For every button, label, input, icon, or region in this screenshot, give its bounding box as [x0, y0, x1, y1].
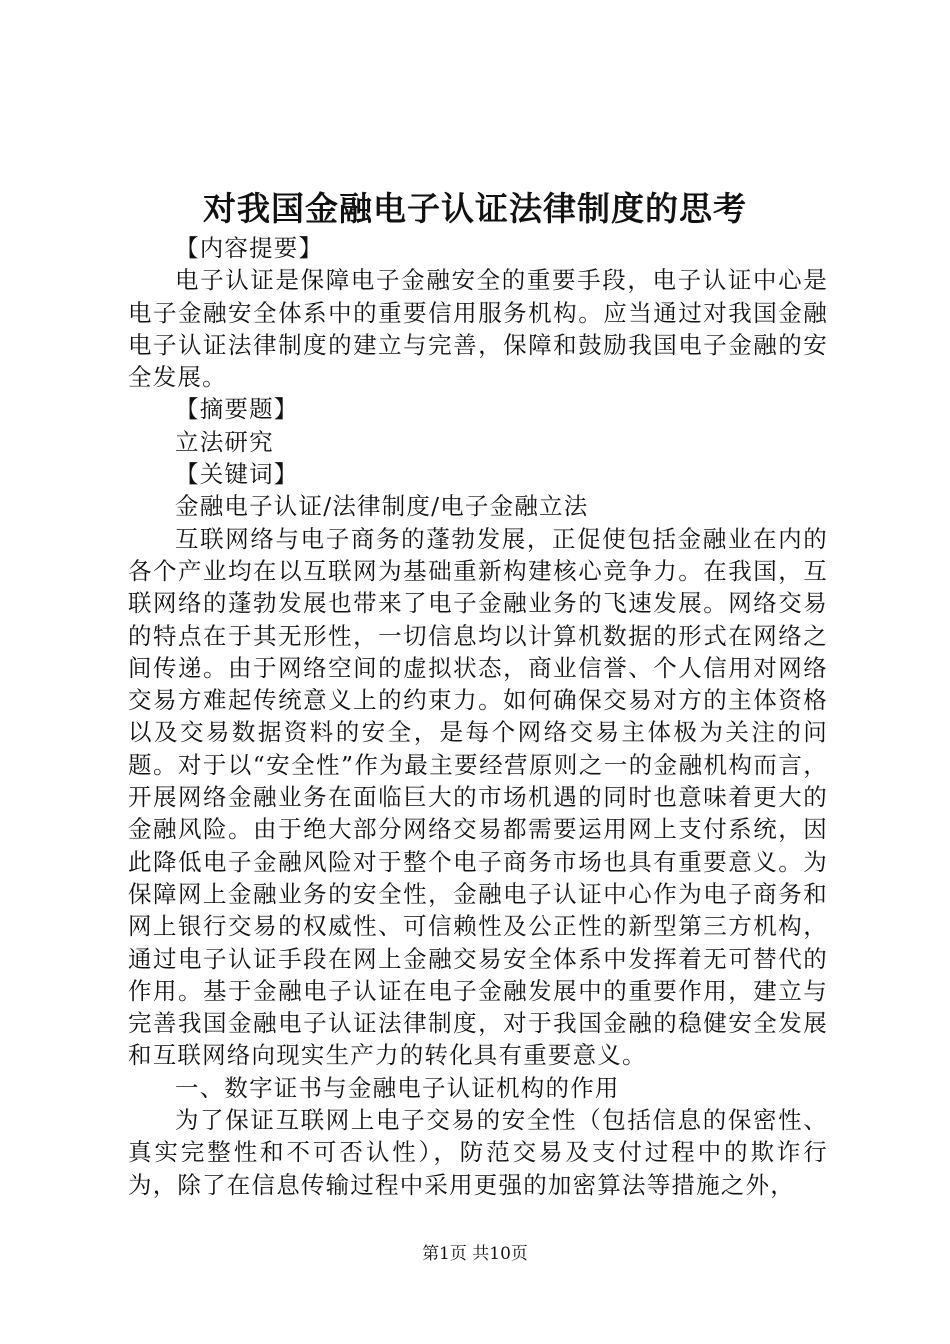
section-1-paragraph: 为了保证互联网上电子交易的安全性（包括信息的保密性、真实完整性和不可否认性），防范交易及支付过程中的欺诈行为，除了在信息传输过程中采用更强的加密算法等措施之外， [128, 1106, 828, 1199]
subject-text: 立法研究 [175, 427, 274, 456]
keywords-text: 金融电子认证/法律制度/电子金融立法 [175, 492, 589, 521]
abstract-text: 电子认证是保障电子金融安全的重要手段，电子认证中心是电子金融安全体系中的重要信用服务机构。应当通过对我国金融电子认证法律制度的建立与完善，保障和鼓励我国电子金融的安全发展。 [128, 266, 828, 392]
abstract-heading: 【内容提要】 [175, 234, 324, 262]
page-footer: 第1页 共10页 [422, 1244, 528, 1264]
subject-heading: 【摘要题】 [175, 395, 299, 424]
section-heading-1: 一、数字证书与金融电子认证机构的作用 [175, 1073, 620, 1102]
intro-paragraph: 互联网络与电子商务的蓬勃发展，正促使包括金融业在内的各个产业均在以互联网为基础重新构建核心竞争力。在我国，互联网络的蓬勃发展也带来了电子金融业务的飞速发展。网络交易的特点在于其无形性，一切信息均以计算机数据的形式在网络之间传递。由于网络空间的虚拟状态，商业信誉、个人信用对网络交易方难起传统意义上的约束力。如何确保交易对方的主体资格以及交易数据资料的安全，是每个网络交易主体极为关注的问题。对于以“安全性”作为最主要经营原则之一的金融机构而言，开展网络金融业务在面临巨大的市场机遇的同时也意味着更大的金融风险。由于绝大部分网络交易都需要运用网上支付系统，因此降低电子金融风险对于整个电子商务市场也具有重要意义。为保障网上金融业务的安全性，金融电子认证中心作为电子商务和网上银行交易的权威性、可信赖性及公正性的新型第三方机构，通过电子认证手段在网上金融交易安全体系中发挥着无可替代的作用。基于金融电子认证在电子金融发展中的重要作用，建立与完善我国金融电子认证法律制度，对于我国金融的稳健安全发展和互联网络向现实生产力的转化具有重要意义。 [128, 524, 828, 1070]
document-title: 对我国金融电子认证法律制度的思考 [203, 189, 747, 228]
document-body [128, 232, 828, 1201]
keywords-heading: 【关键词】 [175, 460, 299, 489]
